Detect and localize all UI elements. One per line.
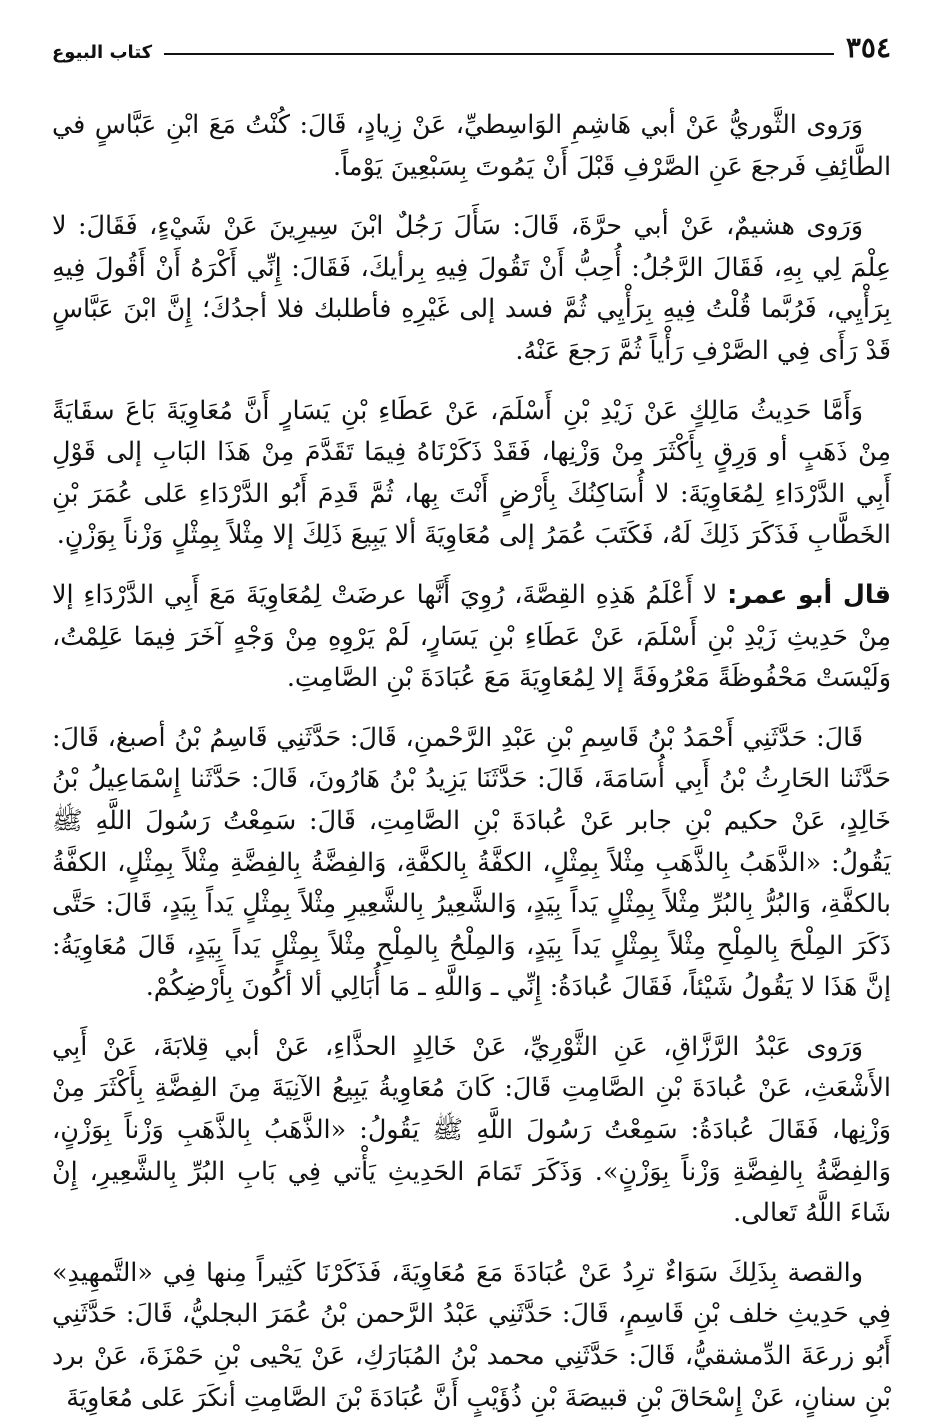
paragraph: وَأَمَّا حَدِيثُ مَالِكٍ عَنْ زَيْدِ بْنِ أَسْلَمَ، عَنْ عَطَاءِ بْنِ يَسَارٍ أَنَّ مُعَاوِيَةَ بَاعَ سقَايَةً مِنْ ذَهَبٍ أو وَرِقٍ بِأَكْثَرَ مِنْ وَزْنِها، فَقَدْ ذَكَرْنَاهُ فِيمَا تَقَدَّمَ مِنْ هَذَا البَابِ إلى قَوْلِ أَبِي الدَّرْدَاءِ لِمُعَاوِيَةَ: لا أُسَاكِنُكَ بِأَرْضٍ أَنْتَ بِها، ثُمَّ قَدِمَ أَبُو الدَّرْدَاءِ عَلى عُمَرَ بْنِ الخَطَّابِ فَذَكَرَ ذَلِكَ لَهُ، فَكَتَبَ عُمَرُ إلى مُعَاوِيَةَ ألا يَبِيعَ ذَلِكَ إلا مِثْلاً بِمِثْلٍ وَزْناً بِوَزْنٍ.: [52, 394, 891, 550]
paragraph: وَرَوى هشيمٌ، عَنْ أبي حرَّةَ، قَالَ: سَأَلَ رَجُلٌ ابْنَ سِيرِينَ عَنْ شَيْءٍ، فَقَالَ: لا عِلْمَ لِي بِهِ، فَقَالَ الرَّجُلُ: أُحِبُّ أَنْ تَقُولَ فِيهِ بِرأيكَ، فَقَالَ: إِنِّي أَكْرَهُ أَنْ أَقُولَ فِيهِ بِرَأْيِي، فَرُبَّما قُلْتُ فِيهِ بِرَأْيِي ثُمَّ فسد إلى غَيْرِهِ فأطلبك فلا أجدُكَ؛ إِنَّ ابْنَ عَبَّاسٍ قَدْ رَأَى فِي الصَّرْفِ رَأْياً ثُمَّ رَجعَ عَنْهُ.: [52, 210, 891, 365]
paragraph: وَرَوى الثَّوريُّ عَنْ أبي هَاشِمِ الوَاسِطيِّ، عَنْ زِيادٍ، قَالَ: كُنْتُ مَعَ ابْنِ عَبَّاسٍ في الطَّائِفِ فَرجعَ عَنِ الصَّرْفِ قَبْلَ أَنْ يَمُوتَ بِسَبْعِينَ يَوْماً.: [52, 109, 891, 181]
paragraph: وَرَوى عَبْدُ الرَّزَّاقِ، عَنِ الثَّوْرِيِّ، عَنْ خَالِدٍ الحذَّاءِ، عَنْ أبي قِلابَةَ، عَنْ أَبِي الأَشْعَثِ، عَنْ عُبادَةَ بْنِ الصَّامِتِ قَالَ: كَانَ مُعَاوِيةُ يَبِيعُ الآنِيَةَ مِنَ الفِضَّةِ بِأَكْثَرَ مِنْ وَزْنِها، فَقَالَ عُبادَةُ: سَمِعْتُ رَسُولَ اللَّهِ ﷺ يَقُولُ: «الذَّهَبُ بِالذَّهَبِ وَزْناً بِوَزْنٍ، وَالفِضَّةُ بِالفِضَّةِ وَزْناً بِوَزْنٍ». وَذَكَرَ تَمَامَ الحَدِيثِ يَأْتي فِي بَابِ البُرِّ بِالشَّعِيرِ، إِنْ شَاءَ اللَّهُ تَعالى.: [52, 1030, 891, 1228]
page-number: ٣٥٤: [845, 31, 891, 64]
running-head: [52, 28, 891, 62]
paragraph: والقصة بِذَلِكَ سَوَاءٌ ترِدُ عَنْ عُبَادَةَ مَعَ مُعَاوِيَةَ، فَذَكَرْنَا كَثِيراً مِنها فِي «التَّمهِيدِ» فِي حَدِيثِ خلف بْنِ قَاسِمٍ، قَالَ: حَدَّثَنِي عَبْدُ الرَّحمن بْنُ عُمَرَ البجليُّ، قَالَ: حَدَّثَنِي أَبُو زرعَةَ الدِّمشقيُّ، قَالَ: حَدَّثَنِي محمد بْنُ المُبَارَكِ، عَنْ يَحْيى بْنِ حَمْزَةَ، عَنْ برد بْنِ سنانٍ، عَنْ إِسْحَاقَ بْنِ قبيصَةَ بْنِ ذُؤَيْبٍ أَنَّ عُبَادَةَ بْنَ الصَّامِتِ أنكَرَ عَلى مُعَاوِيَةَ: [52, 1256, 891, 1412]
paragraph: قَالَ: حَدَّثَنِي أَحْمَدُ بْنُ قَاسِمِ بْنِ عَبْدِ الرَّحْمنِ، قَالَ: حَدَّثَنِي قَاسِمُ بْنُ أصبغ، قَالَ: حَدَّثَنا الحَارِثُ بْنُ أَبِي أُسَامَةَ، قَالَ: حَدَّثَنَا يَزِيدُ بْنُ هَارُونَ، قَالَ: حَدَّثَنا إِسْمَاعِيلُ بْنُ خَالِدٍ، عَنْ حكيم بْنِ جابر عَنْ عُبادَةَ بْنِ الصَّامِتِ، قَالَ: سَمِعْتُ رَسُولَ اللَّهِ ﷺ يَقُولُ: «الذَّهَبُ بِالذَّهَبِ مِثْلاً بِمِثْلٍ، الكفَّةُ بِالكفَّةِ، وَالفِضَّةُ بِالفِضَّةِ مِثْلاً بِمِثْلٍ، الكفَّةُ بالكفَّةِ، وَالبُرُّ بِالبُرِّ مِثْلاً بِمِثْلٍ يَداً بِيَدٍ، وَالشَّعِيرُ بِالشَّعِيرِ مِثْلاً بِمِثْلٍ يَداً بِيَدٍ، قَالَ: حَتَّى ذَكَرَ المِلْحَ بِالمِلْحِ مِثْلاً بِمِثْلٍ يَداً بِيَدٍ، وَالمِلْحُ بِالمِلْحِ مِثْلاً بِمِثْلٍ يَداً بِيَدٍ، قَالَ مُعَاوِيَةُ: إنَّ هَذَا لا يَقُولُ شَيْئاً، فَقَالَ عُبادَةُ: إِنِّي ـ وَاللَّهِ ـ مَا أُبَالِي ألا أكُونَ بِأَرْضِكُمْ.: [52, 721, 891, 1002]
header-rule: [164, 53, 834, 55]
speaker-label: قال أبو عمر:: [727, 578, 892, 609]
paragraph-abu-umar: [52, 574, 891, 699]
text-body: [52, 104, 891, 1418]
paragraph-text: لا أَعْلَمُ هَذِهِ القِصَّةَ، رُوِيَ أَنَّها عرضَتْ لِمُعَاوِيَةَ مَعَ أَبِي الدَّرْدَاءِ إلا مِنْ حَدِيثِ زَيْدِ بْنِ أَسْلَمَ، عَنْ عَطَاءِ بْنِ يَسَارٍ، لَمْ يَرْوِهِ مِنْ وَجْهٍ آخَرَ فِيمَا عَلِمْتُ، وَلَيْسَتْ مَحْفُوظَةً مَعْرُوفَةً إلا لِمُعَاوِيَةَ مَعَ عُبَادَةَ بْنِ الصَّامِتِ.: [52, 578, 891, 693]
book-title: كتاب البيوع: [52, 42, 153, 63]
